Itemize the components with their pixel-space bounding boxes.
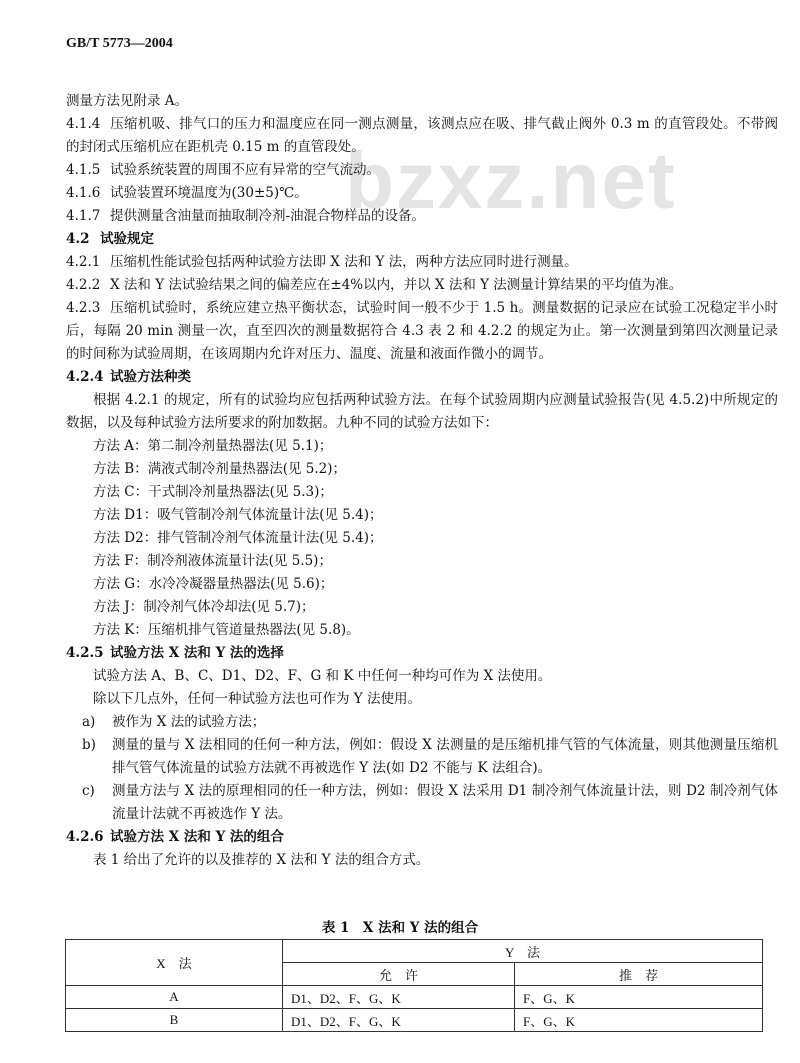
- paragraph: 根据 4.2.1 的规定，所有的试验均应包括两种试验方法。在每个试验周期内应测量试验报告(见 4.5.2)中所规定的数据，以及每种试验方法所要求的附加数据。九种不同的试验方法如下：: [66, 392, 778, 431]
- clause-4-1-4: 4.1.4 压缩机吸、排气口的压力和温度应在同一测点测量，该测点应在吸、排气截止阀外 0.3 m 的直管段处。不带阀的封闭式压缩机应在距机壳 0.15 m 的直管段处。: [66, 116, 778, 155]
- clause-4-1-5: 4.1.5 试验系统装置的周围不应有异常的空气流动。: [66, 162, 380, 178]
- combination-table: [65, 939, 763, 1032]
- method-item: 方法 D2：排气管制冷剂气体流量计法(见 5.4)；: [93, 530, 383, 546]
- method-item: 方法 A：第二制冷剂量热器法(见 5.1)；: [93, 438, 333, 454]
- method-item: 方法 C：干式制冷剂量热器法(见 5.3)；: [93, 484, 333, 500]
- clause-4-2-6-heading: 4.2.6 试验方法 X 法和 Y 法的组合: [66, 829, 284, 845]
- list-item: a) 被作为 X 法的试验方法；: [82, 714, 266, 730]
- header-allowed: 允 许: [283, 963, 515, 986]
- section-4-2-heading: 4.2 试验规定: [66, 231, 154, 247]
- paragraph: 试验方法 A、B、C、D1、D2、F、G 和 K 中任何一种均可作为 X 法使用。: [93, 668, 552, 684]
- clause-4-2-2: 4.2.2 X 法和 Y 法试验结果之间的偏差应在±4%以内，并以 X 法和 Y 法测量计算结果的平均值为准。: [66, 277, 683, 293]
- method-item: 方法 D1：吸气管制冷剂气体流量计法(见 5.4)；: [93, 507, 383, 523]
- clause-4-2-3: 4.2.3 压缩机试验时，系统应建立热平衡状态，试验时间一般不少于 1.5 h。测量数据的记录应在试验工况稳定半小时后，每隔 20 min 测量一次，直至四次的测量数据符合 4.3 表 2 和 4.2.2 的规定为止。第一次测量到第四次测量记录的时间称为试验周期，在该周期内允许对压力、温度、流量和液面作微小的调节。: [66, 300, 778, 362]
- method-item: 方法 B：满液式制冷剂量热器法(见 5.2)；: [93, 461, 347, 477]
- table-title: 表 1 X 法和 Y 法的组合: [321, 920, 479, 936]
- paragraph: 除以下几点外，任何一种试验方法也可作为 Y 法使用。: [93, 691, 421, 707]
- clause-4-2-5-heading: 4.2.5 试验方法 X 法和 Y 法的选择: [66, 645, 284, 661]
- table-row: B D1、D2、F、G、K F、G、K: [66, 1009, 763, 1032]
- clause-4-2-4-heading: 4.2.4 试验方法种类: [66, 369, 191, 385]
- clause-4-1-6: 4.1.6 试验装置环境温度为(30±5)℃。: [66, 185, 308, 201]
- watermark: bzxz.net: [345, 136, 677, 225]
- method-item: 方法 K：压缩机排气管道量热器法(见 5.8)。: [93, 622, 360, 638]
- list-item: c) 测量方法与 X 法的原理相同的任一种方法，例如：假设 X 法采用 D1 制冷剂气体流量计法，则 D2 制冷剂气体流量计法就不再被选作 Y 法。: [82, 783, 778, 822]
- document-body: [66, 90, 778, 872]
- paragraph: 测量方法见附录 A。: [66, 93, 189, 109]
- header-y-method: Y 法: [283, 940, 763, 963]
- method-item: 方法 F：制冷剂液体流量计法(见 5.5)；: [93, 553, 332, 569]
- table-row: A D1、D2、F、G、K F、G、K: [66, 986, 763, 1009]
- method-item: 方法 G：水冷冷凝器量热器法(见 5.6)；: [93, 576, 334, 592]
- clause-4-2-1: 4.2.1 压缩机性能试验包括两种试验方法即 X 法和 Y 法，两种方法应同时进行测量。: [66, 254, 578, 270]
- standard-number-header: GB/T 5773—2004: [66, 36, 173, 51]
- method-list: [66, 435, 778, 642]
- list-item: b) 测量的量与 X 法相同的任何一种方法，例如：假设 X 法测量的是压缩机排气管的气体流量，则其他测量压缩机排气管气体流量的试验方法就不再被选作 Y 法(如 D2 不能与 K 法组合)。: [82, 737, 778, 776]
- clause-4-1-7: 4.1.7 提供测量含油量而抽取制冷剂-油混合物样品的设备。: [66, 208, 426, 224]
- paragraph: 表 1 给出了允许的以及推荐的 X 法和 Y 法的组合方式。: [93, 852, 430, 868]
- header-x-method: X 法: [66, 940, 283, 986]
- method-item: 方法 J：制冷剂气体冷却法(见 5.7)；: [93, 599, 315, 615]
- header-recommended: 推 荐: [515, 963, 763, 986]
